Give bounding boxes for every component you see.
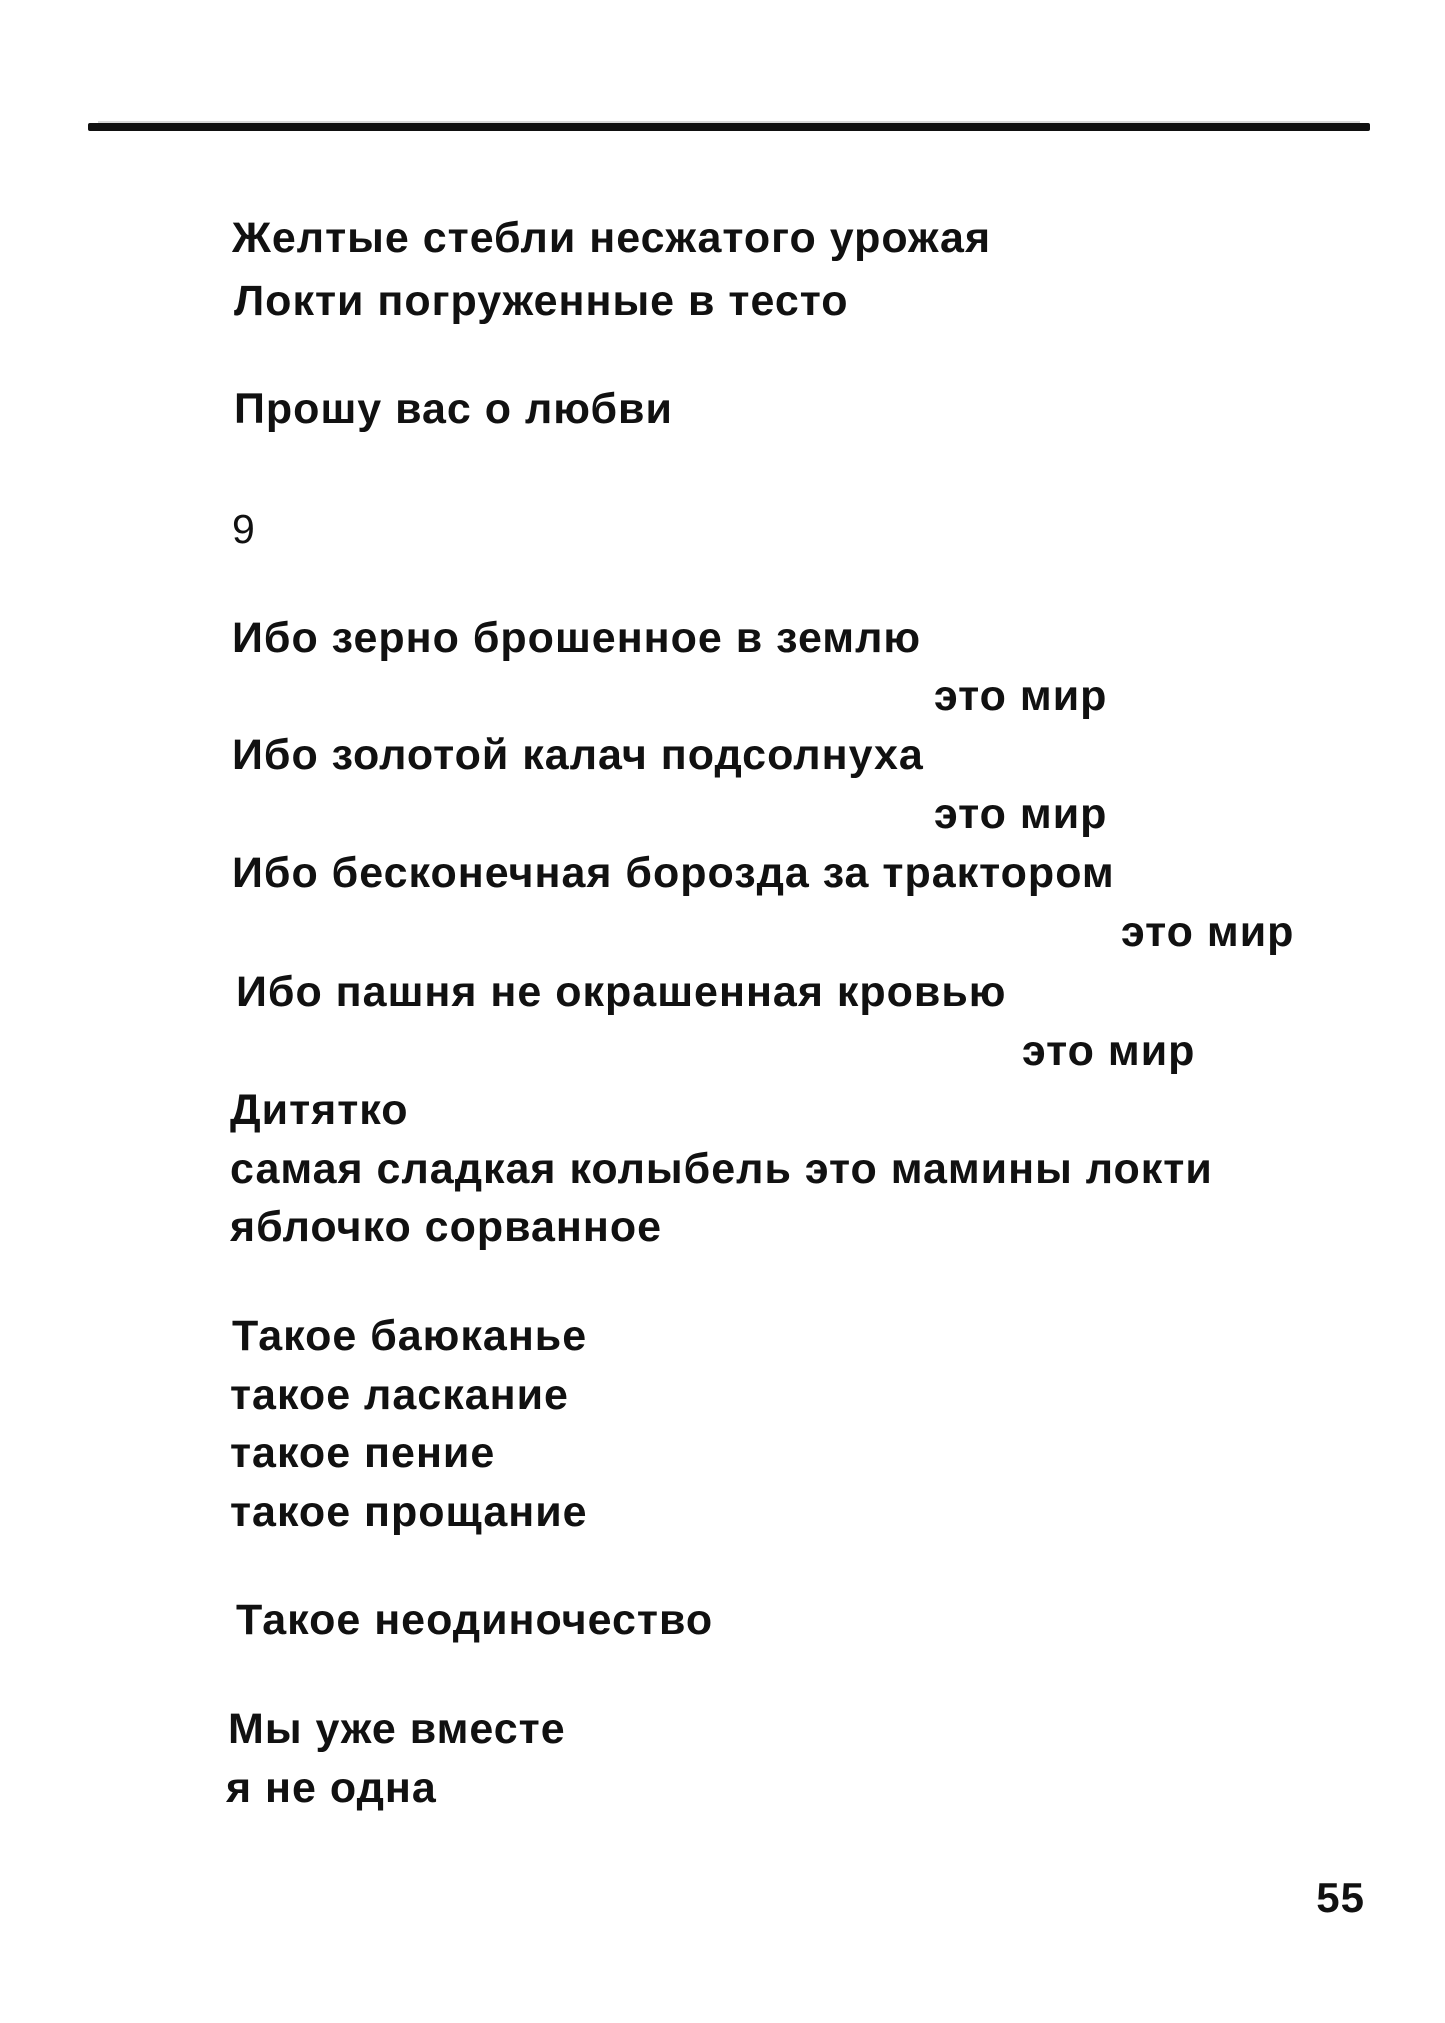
poem-line: самая сладкая колыбель это мамины локти <box>230 1145 1213 1193</box>
poem-line: Ибо бесконечная борозда за трактором <box>232 849 1115 897</box>
poem-line: такое пение <box>230 1429 496 1477</box>
poem-line: Ибо зерно брошенное в землю <box>232 614 922 662</box>
poem-line: я не одна <box>226 1764 437 1812</box>
header-rule <box>88 123 1370 131</box>
poem-line: Желтые стебли несжатого урожая <box>232 214 992 262</box>
page-number: 55 <box>1316 1874 1365 1921</box>
poem-line-refrain: это мир <box>1121 908 1295 956</box>
section-number: 9 <box>232 506 256 552</box>
poem-line: такое прощание <box>230 1488 588 1536</box>
poem-line-refrain: это мир <box>1022 1027 1196 1075</box>
poem-line: Дитятко <box>230 1086 409 1134</box>
poem-line: яблочко сорванное <box>230 1203 663 1251</box>
poem-line: Такое неодиночество <box>236 1596 714 1644</box>
poem-line: Локти погруженные в тесто <box>234 277 849 325</box>
poem-line: Прошу вас о любви <box>234 385 673 433</box>
poem-line-refrain: это мир <box>934 790 1108 838</box>
poem-line: Ибо пашня не окрашенная кровью <box>236 968 1007 1016</box>
poem-line: Такое баюканье <box>232 1312 588 1360</box>
poem-line: Ибо золотой калач подсолнуха <box>232 731 924 779</box>
poem-line: такое ласкание <box>230 1371 569 1419</box>
poem-line: Мы уже вместе <box>228 1705 566 1753</box>
poem-line-refrain: это мир <box>934 672 1108 720</box>
